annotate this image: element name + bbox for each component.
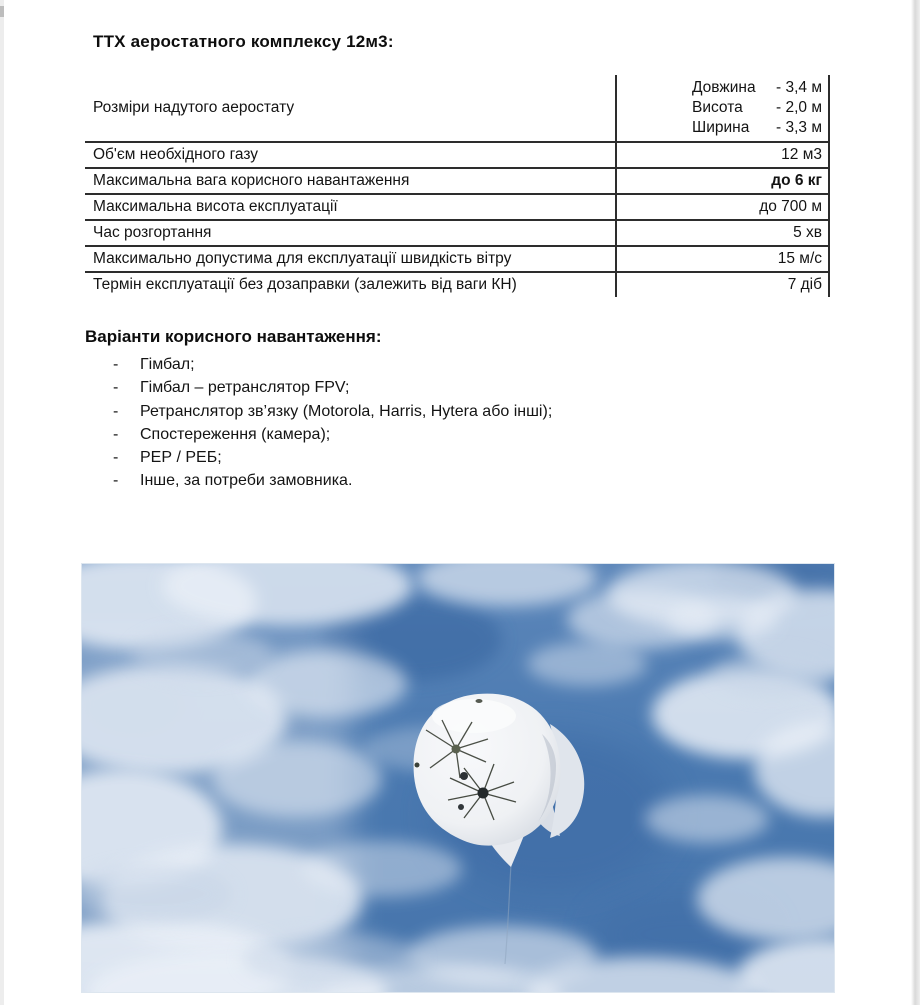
list-item-text: РЕР / РЕБ;: [140, 449, 222, 467]
fitting-dot: [476, 699, 483, 703]
page-title: ТТХ аеростатного комплексу 12м3:: [93, 32, 394, 51]
spec-label: Об'єм необхідного газу: [93, 146, 259, 164]
table-row: [85, 169, 830, 195]
list-item-text: Спостереження (камера);: [140, 425, 331, 443]
spec-label: Час розгортання: [93, 224, 212, 242]
dimension-name: Довжина: [692, 79, 756, 96]
dash-bullet: -: [113, 449, 119, 467]
spec-value: до 700 м: [615, 195, 830, 219]
dash-bullet: -: [113, 425, 119, 443]
dimension-row: [692, 78, 822, 98]
dimension-name: Висота: [692, 99, 743, 116]
spec-value: 12 м3: [615, 143, 830, 167]
dash-bullet: -: [113, 379, 119, 397]
dimension-row: [692, 98, 822, 118]
spec-table: [85, 75, 830, 297]
aerostat-photo: [81, 563, 835, 993]
fitting-dot: [460, 772, 468, 780]
spec-value: 7 діб: [615, 273, 830, 297]
dimension-name: Ширина: [692, 119, 750, 136]
list-item-text: Інше, за потреби замовника.: [140, 472, 353, 490]
fitting-dot: [458, 804, 464, 810]
spec-label: Максимальна висота експлуатації: [93, 198, 338, 216]
dimensions-block: [692, 78, 822, 138]
list-item: [85, 353, 552, 376]
spec-label: Максимально допустима для експлуатації швидкість вітру: [93, 250, 512, 268]
viewer-right-edge: [911, 0, 920, 1005]
spec-label: Термін експлуатації без дозаправки (залежить від ваги КН): [93, 276, 517, 294]
list-item: [85, 400, 552, 423]
payload-list: [85, 353, 552, 493]
spec-value: 5 хв: [615, 221, 830, 245]
aerostat-photo-illustration: [82, 564, 835, 993]
spec-label: Максимальна вага корисного навантаження: [93, 172, 410, 190]
list-item: [85, 446, 552, 469]
dimension-value: - 3,4 м: [776, 79, 822, 96]
viewer-left-edge: [0, 0, 4, 1005]
dash-bullet: -: [113, 402, 119, 420]
table-row: [85, 75, 830, 143]
payload-heading: Варіанти корисного навантаження:: [85, 327, 382, 346]
table-row: [85, 247, 830, 273]
dimension-value: - 3,3 м: [776, 119, 822, 136]
list-item-text: Гімбал – ретранслятор FPV;: [140, 379, 350, 397]
spec-value: до 6 кг: [615, 169, 830, 193]
list-item: [85, 376, 552, 399]
list-item-text: Гімбал;: [140, 356, 195, 373]
dimension-row: [692, 118, 822, 138]
payload-section: [85, 327, 552, 493]
list-item: [85, 423, 552, 446]
viewer-left-edge-notch: [0, 6, 4, 17]
fitting-dot: [415, 763, 420, 768]
balloon-highlight: [432, 699, 516, 733]
table-row: [85, 143, 830, 169]
table-row: [85, 195, 830, 221]
spec-value: 15 м/с: [615, 247, 830, 271]
dash-bullet: -: [113, 356, 119, 373]
table-row: [85, 221, 830, 247]
table-row: [85, 273, 830, 297]
spec-value: [615, 75, 830, 141]
dash-bullet: -: [113, 472, 119, 490]
list-item: [85, 469, 552, 492]
list-item-text: Ретранслятор зв’язку (Motorola, Harris, Hytera або інші);: [140, 402, 553, 420]
spec-label: Розміри надутого аеростату: [93, 99, 295, 117]
dimension-value: - 2,0 м: [776, 99, 822, 116]
